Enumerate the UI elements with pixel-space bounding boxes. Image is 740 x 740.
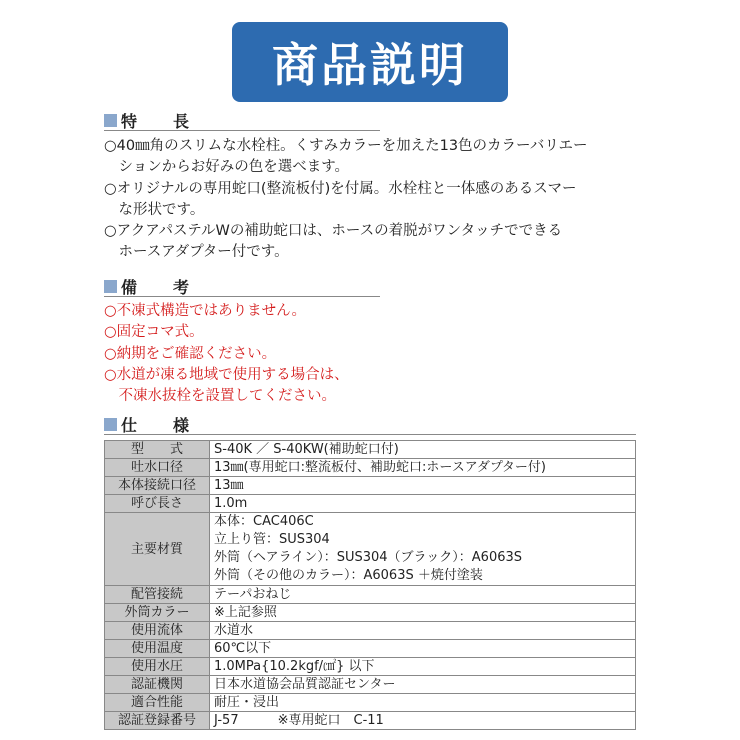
feature-line: な形状です。: [104, 202, 205, 218]
table-row: [105, 495, 636, 513]
spec-key: 本体接続口径: [105, 477, 210, 495]
table-row: [105, 441, 636, 459]
spec-key: 外筒カラー: [105, 604, 210, 622]
table-row: [105, 622, 636, 640]
feature-line: ○オリジナルの専用蛇口(整流板付)を付属。水栓柱と一体感のあるスマー: [104, 181, 577, 197]
feature-line: ホースアダプター付です。: [104, 244, 289, 260]
spec-value-list: [210, 513, 636, 586]
spec-value: 13㎜: [210, 477, 636, 495]
spec-key: 認証登録番号: [105, 712, 210, 730]
feature-line: ○アクアパステルWの補助蛇口は、ホースの着脱がワンタッチでできる: [104, 223, 563, 239]
table-row: [105, 658, 636, 676]
spec-value: 1.0MPa{10.2kgf/㎠} 以下: [210, 658, 636, 676]
spec-value: J-57 ※専用蛇口 C-11: [210, 712, 636, 730]
spec-key: 適合性能: [105, 694, 210, 712]
heading-square-icon: [104, 280, 117, 293]
spec-key: 使用流体: [105, 622, 210, 640]
spec-table: [104, 440, 636, 730]
features-heading-label: 特 長: [121, 111, 200, 131]
features-heading: [104, 110, 380, 131]
notes-heading-label: 備 考: [121, 277, 200, 297]
spec-value: 1.0m: [210, 495, 636, 513]
spec-value: 水道水: [210, 622, 636, 640]
banner-title: 商品説明: [272, 38, 468, 92]
spec-key: 型 式: [105, 441, 210, 459]
spec-value: 13㎜(専用蛇口:整流板付、補助蛇口:ホースアダプター付): [210, 459, 636, 477]
note-line: ○納期をご確認ください。: [104, 346, 277, 362]
spec-value: S-40K ／ S-40KW(補助蛇口付): [210, 441, 636, 459]
table-row: [105, 640, 636, 658]
table-row: [105, 477, 636, 495]
spec-key: 呼び長さ: [105, 495, 210, 513]
spec-value: 60℃以下: [210, 640, 636, 658]
spec-key: 配管接続: [105, 586, 210, 604]
table-row: [105, 676, 636, 694]
table-row: [105, 459, 636, 477]
table-row: [105, 712, 636, 730]
spec-value: 耐圧・浸出: [210, 694, 636, 712]
table-row: [105, 694, 636, 712]
spec-key: 認証機関: [105, 676, 210, 694]
note-line: 不凍水抜栓を設置してください。: [104, 388, 336, 404]
spec-heading-label: 仕 様: [121, 415, 200, 435]
heading-square-icon: [104, 114, 117, 127]
heading-square-icon: [104, 418, 117, 431]
spec-value: 外筒（ヘアライン）：SUS304（ブラック）：A6063S: [214, 550, 523, 565]
note-line: ○水道が凍る地域で使用する場合は、: [104, 367, 349, 383]
spec-key: 主要材質: [105, 513, 210, 586]
title-banner: [232, 22, 508, 102]
spec-key: 使用水圧: [105, 658, 210, 676]
note-line: ○不凍式構造ではありません。: [104, 303, 307, 319]
note-line: ○固定コマ式。: [104, 324, 204, 340]
spec-key: 使用温度: [105, 640, 210, 658]
spec-value: ※上記参照: [210, 604, 636, 622]
spec-value: 日本水道協会品質認証センター: [210, 676, 636, 694]
table-row: [105, 604, 636, 622]
feature-line: ○40㎜角のスリムな水栓柱。くすみカラーを加えた13色のカラーバリエー: [104, 138, 588, 154]
table-row: [105, 513, 636, 586]
spec-heading: [104, 414, 636, 435]
spec-value: 立上り管：SUS304: [214, 532, 330, 547]
spec-value: 本体：CAC406C: [214, 514, 314, 529]
spec-value: テーパおねじ: [210, 586, 636, 604]
table-row: [105, 586, 636, 604]
spec-value: 外筒（その他のカラー）：A6063S ＋焼付塗装: [214, 568, 483, 583]
notes-heading: [104, 276, 380, 297]
feature-line: ションからお好みの色を選べます。: [104, 159, 350, 175]
spec-key: 吐水口径: [105, 459, 210, 477]
